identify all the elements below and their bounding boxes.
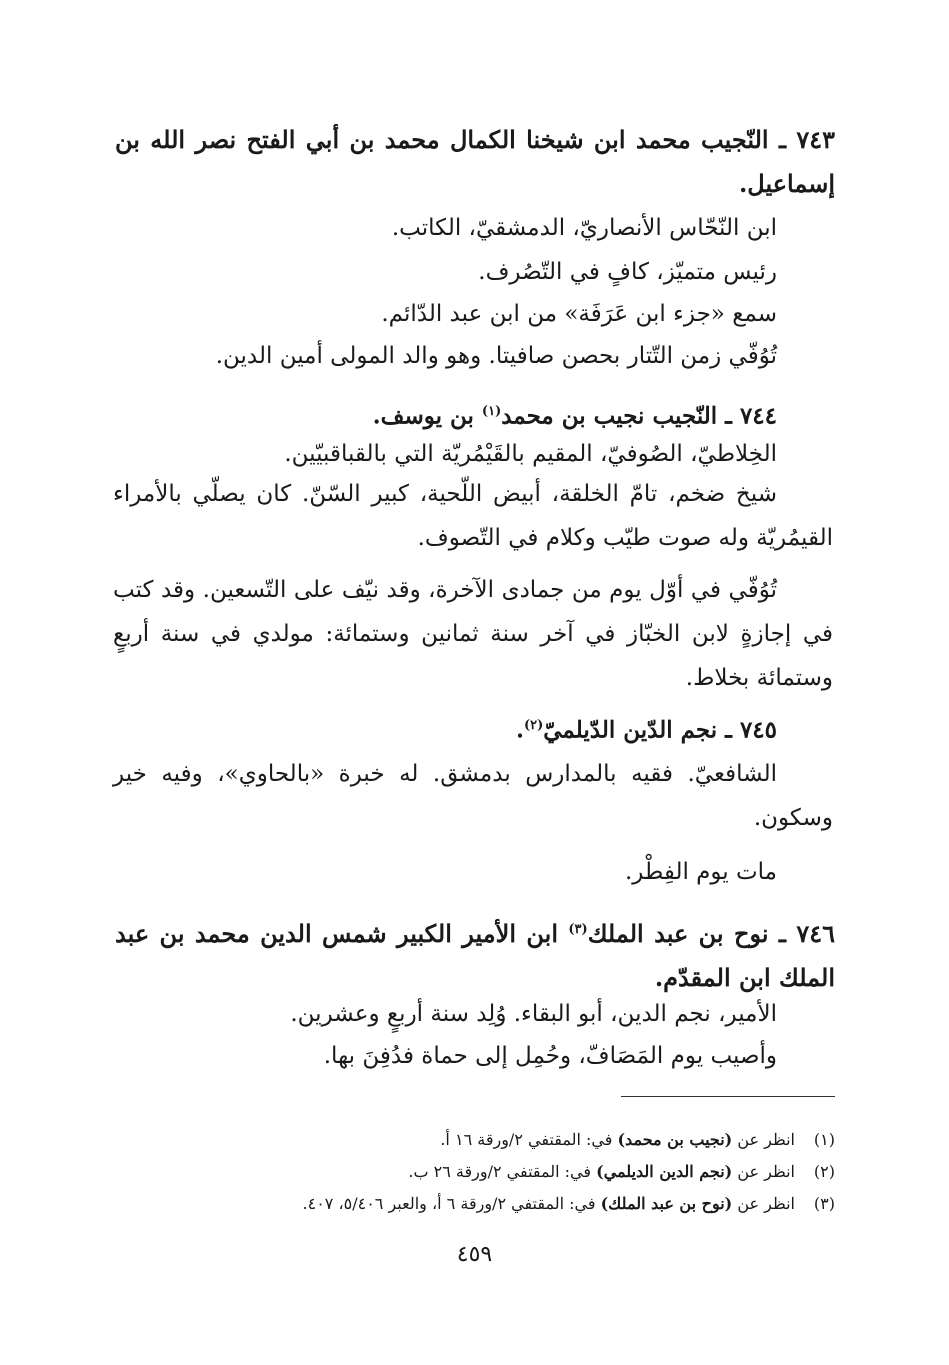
footnote-3-pre: انظر عن: [732, 1194, 795, 1213]
footnote-divider: [621, 1096, 835, 1097]
footnote-3-title: (نوح بن عبد الملك): [600, 1194, 733, 1213]
footnote-1: [115, 1126, 835, 1154]
footnote-ref-3[interactable]: (٣): [568, 922, 588, 937]
entry-743-heading: [115, 118, 835, 206]
entry-745-para-1: الشافعيّ. فقيه بالمدارس بدمشق. له خبرة «بالحاوي»، وفيه خير وسكون.: [113, 761, 833, 831]
footnote-3-post: في: المقتفي ٢/ورقة ٦ أ، والعبر ٥/٤٠٦، ٤٠٧.: [302, 1194, 601, 1213]
entry-744-para-1: شيخ ضخم، تامّ الخلقة، أبيض اللّحية، كبير السّنّ. كان يصلّي بالأمراء القيمُريّة وله صوت طيّب وكلام في التّصوف.: [113, 481, 833, 551]
entry-746-heading-a: ٧٤٦ ـ نوح بن عبد الملك: [587, 919, 836, 948]
entry-744-heading-b: بن يوسف.: [372, 402, 482, 430]
footnote-3: [115, 1190, 835, 1218]
footnote-2-number: (٢): [813, 1162, 835, 1181]
entry-746-heading: [115, 908, 835, 1000]
footnote-1-title: (نجيب بن محمد): [617, 1130, 733, 1149]
footnote-1-pre: انظر عن: [732, 1130, 795, 1149]
footnote-2: [115, 1158, 835, 1186]
entry-743-line-2: رئيس متميّز، كافٍ في التّصُرف.: [478, 259, 777, 285]
footnote-1-post: في: المقتفي ٢/ورقة ١٦ أ.: [440, 1130, 618, 1149]
entry-746-line-1: الأمير، نجم الدين، أبو البقاء. وُلِد سنة أربعٍ وعشرين.: [290, 1001, 777, 1027]
entry-744-line-1: الخِلاطيّ، الصُوفيّ، المقيم بالقَيْمُريّة التي بالقباقبيّين.: [284, 441, 777, 467]
entry-743-line-1: ابن النّحّاس الأنصاريّ، الدمشقيّ، الكاتب.: [391, 215, 777, 241]
entry-744-heading-a: ٧٤٤ ـ النّجيب نجيب بن محمد: [501, 402, 777, 430]
entry-743-heading-text: ٧٤٣ ـ النّجيب محمد ابن شيخنا الكمال محمد بن أبي الفتح نصر الله بن إسماعيل.: [115, 125, 835, 198]
footnote-1-number: (١): [813, 1130, 835, 1149]
footnote-3-number: (٣): [813, 1194, 835, 1213]
page-number: ٤٥٩: [456, 1242, 493, 1267]
footnote-2-pre: انظر عن: [732, 1162, 795, 1181]
entry-743-line-4: تُوُفّي زمن التّتار بحصن صافيتا. وهو والد المولى أمين الدين.: [215, 343, 777, 369]
footnote-2-post: في: المقتفي ٢/ورقة ٢٦ ب.: [408, 1162, 597, 1181]
footnote-ref-1[interactable]: (١): [481, 404, 502, 419]
entry-745-line-2: مات يوم الفِطْر.: [624, 859, 777, 885]
entry-744-heading: [113, 392, 833, 437]
footnote-ref-2[interactable]: (٢): [523, 718, 544, 733]
footnote-2-title: (نجم الدين الديلمي): [596, 1162, 733, 1181]
entry-745-heading: [113, 706, 833, 751]
entry-743-line-3: سمع «جزء ابن عَرَفَة» من ابن عبد الدّائم.: [381, 301, 777, 327]
entry-744-para-2: تُوُفّي في أوّل يوم من جمادى الآخرة، وقد نيّف على التّسعين. وقد كتب في إجازةٍ لابن الخبّاز في آخر سنة ثمانين وستمائة: مولدي في سنة أربعٍ وستمائة بخلاط.: [113, 577, 833, 691]
entry-745-heading-b: .: [515, 716, 524, 744]
entry-745-heading-a: ٧٤٥ ـ نجم الدّين الدّيلميّ: [543, 716, 777, 744]
entry-746-heading-b: ابن الأمير الكبير شمس الدين محمد بن عبد الملك ابن المقدّم.: [115, 919, 835, 992]
entry-746-line-2: وأصيب يوم المَصَافّ، وحُمِل إلى حماة فدُفِنَ بها.: [323, 1043, 777, 1069]
